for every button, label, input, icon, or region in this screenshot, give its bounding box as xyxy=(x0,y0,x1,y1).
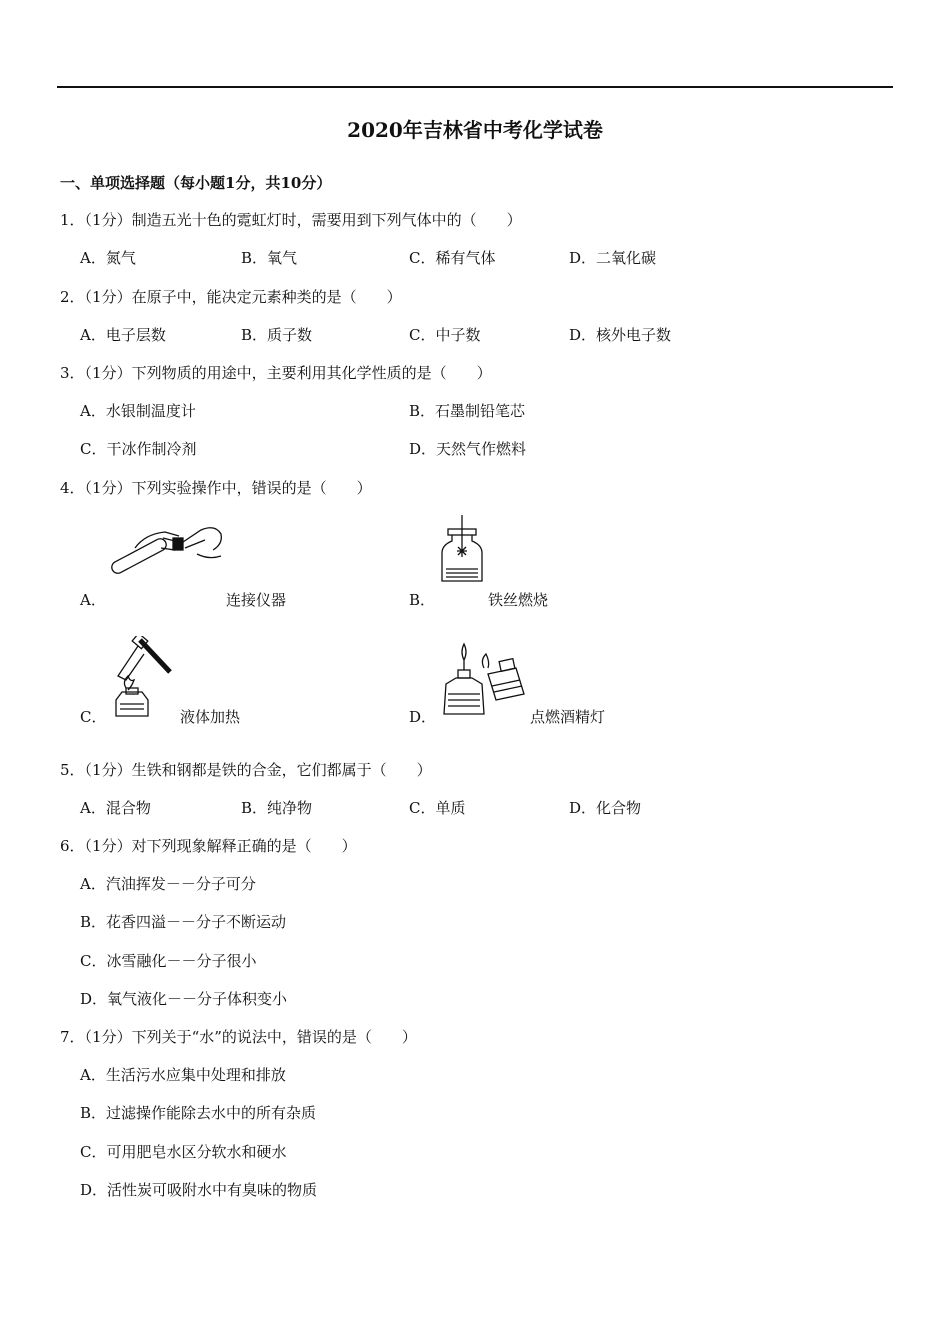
q6-option-a: A．汽油挥发－－分子可分 xyxy=(80,875,256,893)
question-7-stem: 7．（1分）下列关于“水”的说法中，错误的是（ ） xyxy=(60,1028,417,1046)
question-4-stem: 4．（1分）下列实验操作中，错误的是（ ） xyxy=(60,479,372,497)
q4-caption-c: 液体加热 xyxy=(180,708,241,726)
q3-option-b: B．石墨制铅笔芯 xyxy=(409,402,526,420)
q7-option-a: A．生活污水应集中处理和排放 xyxy=(80,1066,286,1084)
page-title: 2020年吉林省中考化学试卷 xyxy=(347,118,603,142)
q7-option-c: C．可用肥皂水区分软水和硬水 xyxy=(80,1143,287,1161)
q5-option-d: D．化合物 xyxy=(569,799,642,817)
q2-option-c: C．中子数 xyxy=(409,326,481,344)
q3-option-a: A．水银制温度计 xyxy=(80,402,196,420)
q1-option-d: D．二氧化碳 xyxy=(569,249,657,267)
q3-option-d: D．天然气作燃料 xyxy=(409,440,527,458)
q2-option-a: A．电子层数 xyxy=(80,326,166,344)
q5-option-c: C．单质 xyxy=(409,799,466,817)
question-3-stem: 3．（1分）下列物质的用途中，主要利用其化学性质的是（ ） xyxy=(60,364,492,382)
q4-option-d: D． xyxy=(409,708,437,726)
question-5-stem: 5．（1分）生铁和钢都是铁的合金，它们都属于（ ） xyxy=(60,761,432,779)
q7-option-d: D．活性炭可吸附水中有臭味的物质 xyxy=(80,1181,318,1199)
q7-option-b: B．过滤操作能除去水中的所有杂质 xyxy=(80,1104,317,1122)
iron-wire-burning-image xyxy=(438,515,486,585)
q3-option-c: C．干冰作制冷剂 xyxy=(80,440,197,458)
q4-option-a: A． xyxy=(80,591,106,609)
light-alcohol-lamp-image xyxy=(440,638,530,720)
q2-option-d: D．核外电子数 xyxy=(569,326,672,344)
q4-option-c: C． xyxy=(80,708,107,726)
question-2-stem: 2．（1分）在原子中，能决定元素种类的是（ ） xyxy=(60,288,402,306)
q4-caption-a: 连接仪器 xyxy=(226,591,287,609)
q4-option-b: B． xyxy=(409,591,436,609)
q5-option-a: A．混合物 xyxy=(80,799,151,817)
q6-option-d: D．氧气液化－－分子体积变小 xyxy=(80,990,288,1008)
question-6-stem: 6．（1分）对下列现象解释正确的是（ ） xyxy=(60,837,357,855)
q4-caption-d: 点燃酒精灯 xyxy=(530,708,606,726)
q6-option-c: C．冰雪融化－－分子很小 xyxy=(80,952,257,970)
q1-option-a: A．氮气 xyxy=(80,249,136,267)
connect-apparatus-image xyxy=(105,520,230,580)
section-heading: 一、单项选择题（每小题1分，共10分） xyxy=(60,174,332,192)
header-rule xyxy=(57,86,893,88)
q5-option-b: B．纯净物 xyxy=(241,799,313,817)
question-1-stem: 1．（1分）制造五光十色的霓虹灯时，需要用到下列气体中的（ ） xyxy=(60,211,522,229)
q2-option-b: B．质子数 xyxy=(241,326,313,344)
q6-option-b: B．花香四溢－－分子不断运动 xyxy=(80,913,287,931)
q4-caption-b: 铁丝燃烧 xyxy=(488,591,549,609)
q1-option-b: B．氧气 xyxy=(241,249,298,267)
q1-option-c: C．稀有气体 xyxy=(409,249,496,267)
liquid-heating-image xyxy=(108,636,178,720)
